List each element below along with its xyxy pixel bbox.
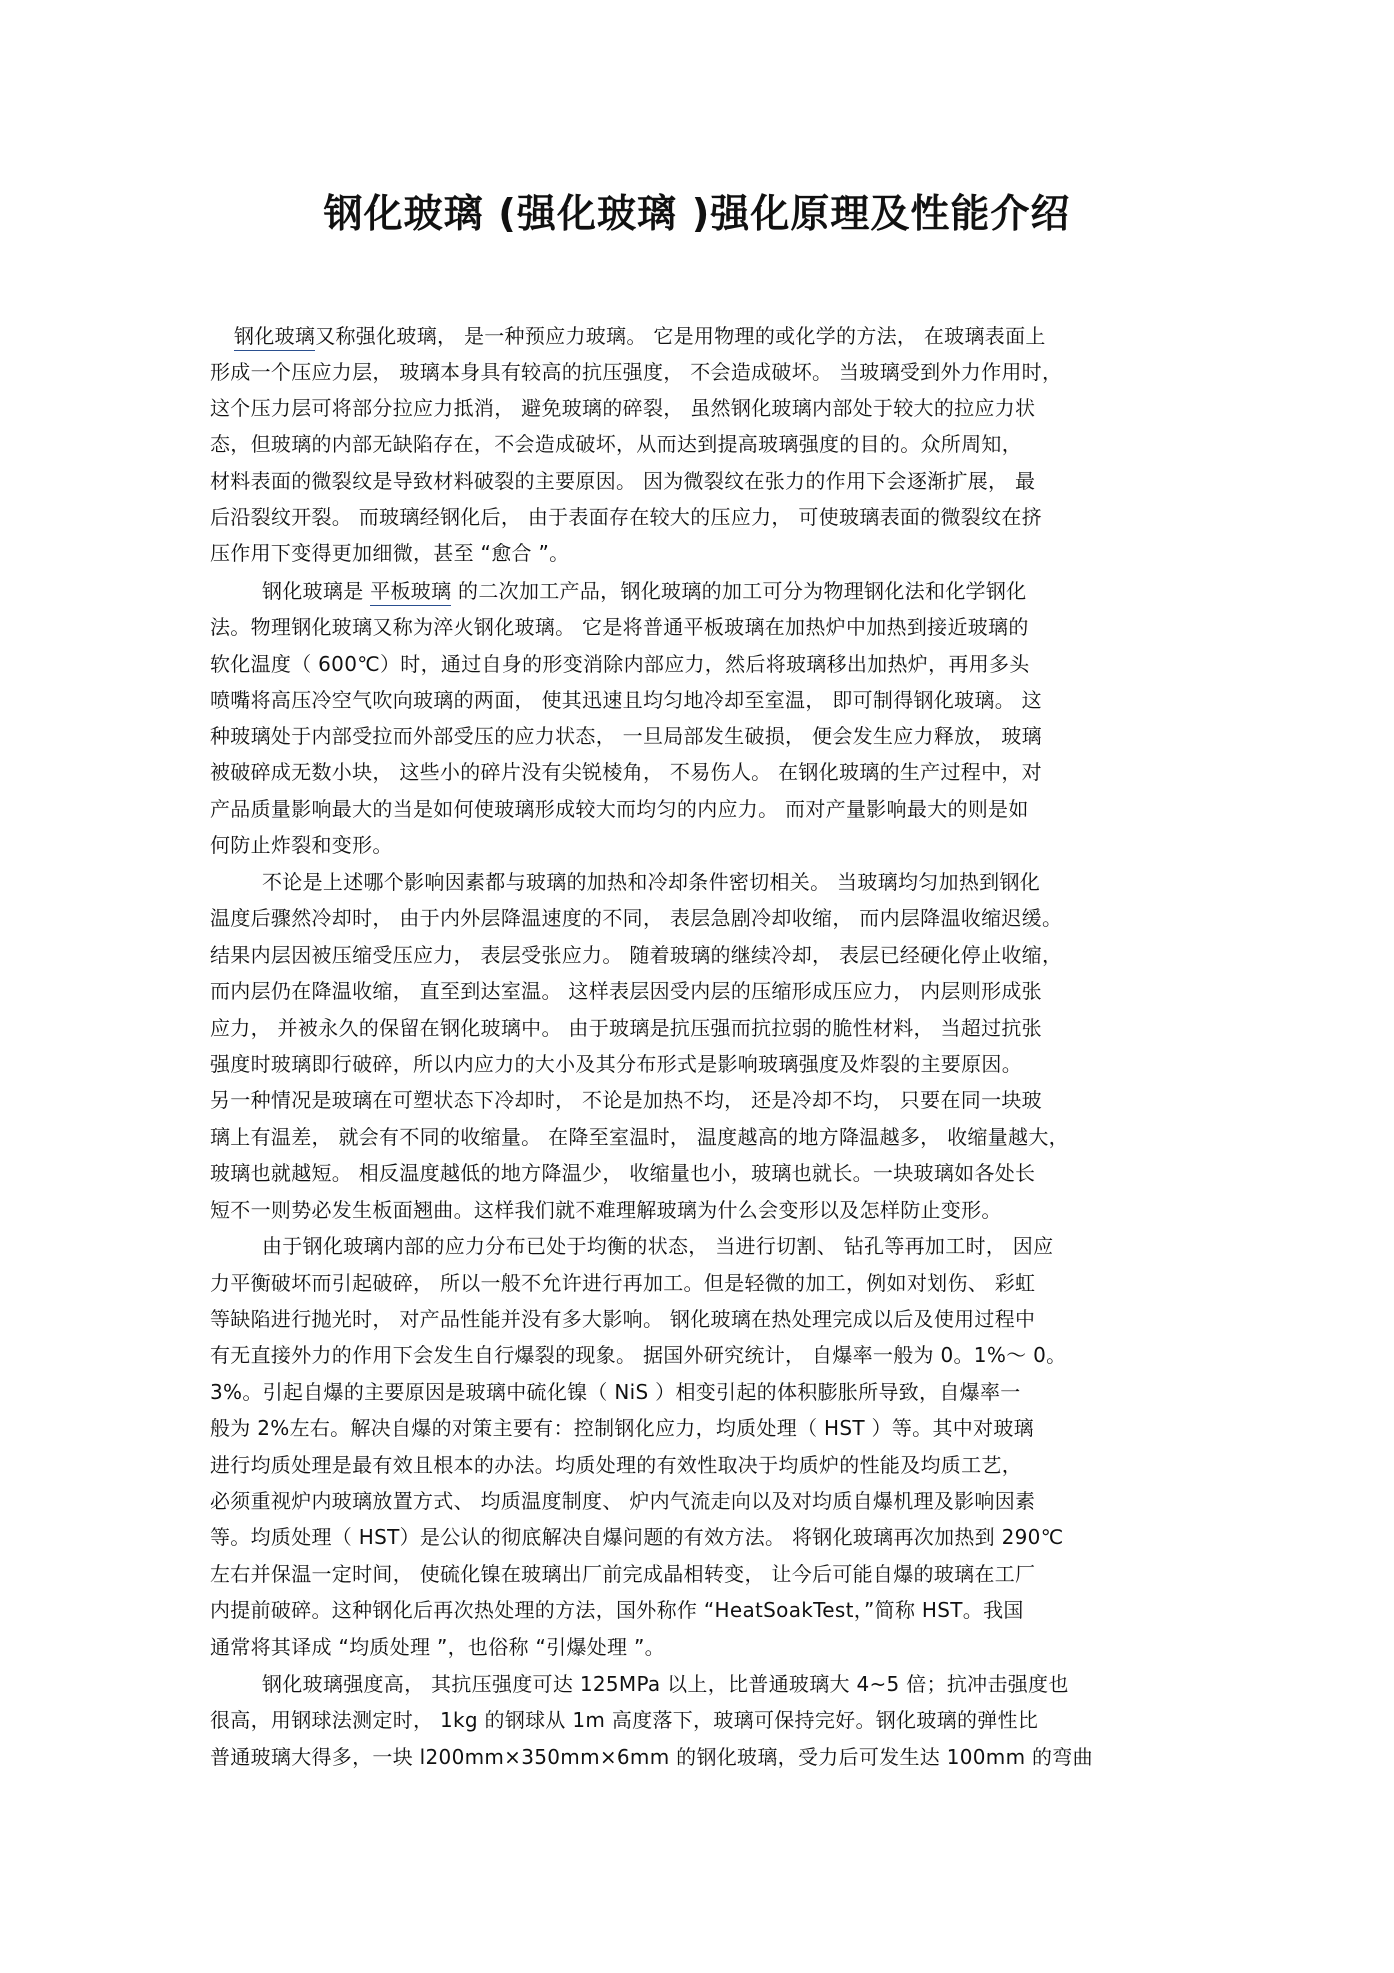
text-line: 而内层仍在降温收缩， 直至到达室温。 这样表层因受内层的压缩形成压应力， 内层则形成张 <box>210 979 1042 1003</box>
text-line: 通常将其译成 “均质处理 ”，也俗称 “引爆处理 ”。 <box>210 1635 665 1659</box>
text-line: 力平衡破坏而引起破碎， 所以一般不允许进行再加工。但是轻微的加工，例如对划伤、 彩虹 <box>210 1271 1036 1295</box>
text-line: 璃上有温差， 就会有不同的收缩量。 在降至室温时， 温度越高的地方降温越多， 收缩量越大， <box>210 1125 1069 1149</box>
text-line: 材料表面的微裂纹是导致材料破裂的主要原因。 因为微裂纹在张力的作用下会逐渐扩展， 最 <box>210 469 1036 493</box>
text-line: 被破碎成无数小块， 这些小的碎片没有尖锐棱角， 不易伤人。 在钢化玻璃的生产过程中，对 <box>210 760 1042 784</box>
text-line: 温度后骤然冷却时， 由于内外层降温速度的不同， 表层急剧冷却收缩， 而内层降温收缩迟缓。 <box>210 906 1063 930</box>
page-title: 钢化玻璃 (强化玻璃 )强化原理及性能介绍 <box>323 192 1071 237</box>
text-line: 软化温度（ 600℃）时，通过自身的形变消除内部应力，然后将玻璃移出加热炉，再用多头 <box>210 652 1030 676</box>
text-line: 喷嘴将高压冷空气吹向玻璃的两面， 使其迅速且均匀地冷却至室温， 即可制得钢化玻璃。 这 <box>210 688 1042 712</box>
text-line: 钢化玻璃又称强化玻璃， 是一种预应力玻璃。 它是用物理的或化学的方法， 在玻璃表面上 <box>234 322 1214 350</box>
text-line: 玻璃也就越短。 相反温度越低的地方降温少， 收缩量也小，玻璃也就长。一块玻璃如各处长 <box>210 1161 1036 1185</box>
text-line: 由于钢化玻璃内部的应力分布已处于均衡的状态， 当进行切割、 钻孔等再加工时， 因应 <box>262 1234 1054 1258</box>
text-line: 后沿裂纹开裂。 而玻璃经钢化后， 由于表面存在较大的压应力， 可使玻璃表面的微裂纹在挤 <box>210 505 1042 529</box>
text-line: 必须重视炉内玻璃放置方式、 均质温度制度、 炉内气流走向以及对均质自爆机理及影响因素 <box>210 1489 1036 1513</box>
text-line: 很高，用钢球法测定时， 1kg 的钢球从 1m 高度落下，玻璃可保持完好。钢化玻璃的弹性比 <box>210 1708 1039 1732</box>
text-line: 态，但玻璃的内部无缺陷存在，不会造成破坏，从而达到提高玻璃强度的目的。众所周知， <box>210 432 1022 456</box>
text-line: 压作用下变得更加细微，甚至 “愈合 ”。 <box>210 541 570 565</box>
text-line: 钢化玻璃是 平板玻璃 的二次加工产品，钢化玻璃的加工可分为物理钢化法和化学钢化 <box>262 577 1242 605</box>
text-line: 内提前破碎。这种钢化后再次热处理的方法，国外称作 “HeatSoakTest，”简称 HST。我国 <box>210 1598 1024 1622</box>
link-flat-glass[interactable]: 平板玻璃 <box>370 579 451 606</box>
text-line: 短不一则势必发生板面翘曲。这样我们就不难理解玻璃为什么会变形以及怎样防止变形。 <box>210 1198 1002 1222</box>
text-line: 进行均质处理是最有效且根本的办法。均质处理的有效性取决于均质炉的性能及均质工艺， <box>210 1453 1022 1477</box>
text-line: 何防止炸裂和变形。 <box>210 833 393 857</box>
text-line: 等缺陷进行抛光时， 对产品性能并没有多大影响。 钢化玻璃在热处理完成以后及使用过程中 <box>210 1307 1036 1331</box>
text-line: 产品质量影响最大的当是如何使玻璃形成较大而均匀的内应力。 而对产量影响最大的则是如 <box>210 797 1029 821</box>
text-line: 3%。引起自爆的主要原因是玻璃中硫化镍（ NiS ）相变引起的体积膨胀所导致，自爆率一 <box>210 1380 1021 1404</box>
text-line: 钢化玻璃强度高， 其抗压强度可达 125MPa 以上，比普通玻璃大 4~5 倍；抗冲击强度也 <box>262 1672 1069 1696</box>
text-line: 左右并保温一定时间， 使硫化镍在玻璃出厂前完成晶相转变， 让今后可能自爆的玻璃在工厂 <box>210 1562 1036 1586</box>
text-line: 法。物理钢化玻璃又称为淬火钢化玻璃。 它是将普通平板玻璃在加热炉中加热到接近玻璃的 <box>210 615 1029 639</box>
text-line: 另一种情况是玻璃在可塑状态下冷却时， 不论是加热不均， 还是冷却不均， 只要在同一块玻 <box>210 1088 1042 1112</box>
text-line: 结果内层因被压缩受压应力， 表层受张应力。 随着玻璃的继续冷却， 表层已经硬化停止收缩， <box>210 943 1063 967</box>
text-line: 应力， 并被永久的保留在钢化玻璃中。 由于玻璃是抗压强而抗拉弱的脆性材料， 当超过抗张 <box>210 1016 1042 1040</box>
text-line: 般为 2%左右。解决自爆的对策主要有：控制钢化应力，均质处理（ HST ）等。其中对玻璃 <box>210 1416 1034 1440</box>
text-line: 强度时玻璃即行破碎，所以内应力的大小及其分布形式是影响玻璃强度及炸裂的主要原因。 <box>210 1052 1022 1076</box>
link-tempered-glass[interactable]: 钢化玻璃 <box>234 324 315 351</box>
text-line: 这个压力层可将部分拉应力抵消， 避免玻璃的碎裂， 虽然钢化玻璃内部处于较大的拉应力状 <box>210 396 1036 420</box>
text-line: 不论是上述哪个影响因素都与玻璃的加热和冷却条件密切相关。 当玻璃均匀加热到钢化 <box>262 870 1041 894</box>
text-line: 种玻璃处于内部受拉而外部受压的应力状态， 一旦局部发生破损， 便会发生应力释放， 玻璃 <box>210 724 1042 748</box>
text-line: 有无直接外力的作用下会发生自行爆裂的现象。 据国外研究统计， 自爆率一般为 0。1%～ 0。 <box>210 1343 1067 1367</box>
text-line: 等。均质处理（ HST）是公认的彻底解决自爆问题的有效方法。 将钢化玻璃再次加热到 290℃ <box>210 1525 1064 1549</box>
text-line: 形成一个压应力层， 玻璃本身具有较高的抗压强度， 不会造成破坏。 当玻璃受到外力作用时， <box>210 360 1063 384</box>
text-line: 普通玻璃大得多，一块 l200mm×350mm×6mm 的钢化玻璃，受力后可发生达 100mm 的弯曲 <box>210 1745 1093 1769</box>
